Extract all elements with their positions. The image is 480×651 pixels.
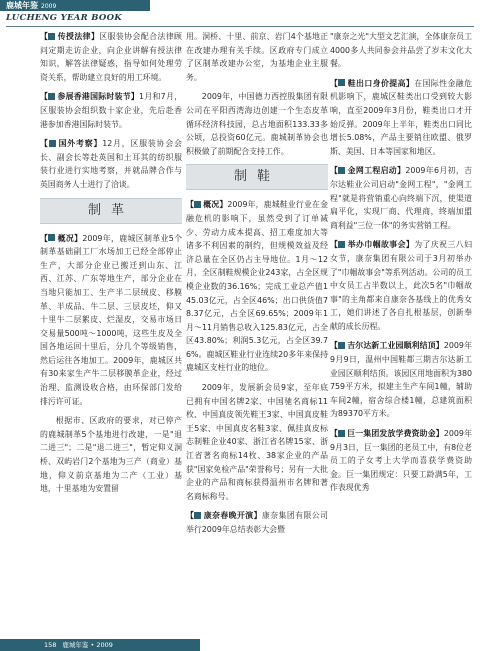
entry-tag: 【 康奈春晚开演】 <box>186 511 262 521</box>
entry-shoe-overview <box>186 198 328 375</box>
section-banner-shoemaking: 制鞋 <box>186 164 328 190</box>
column-right <box>330 30 472 501</box>
entry-kangnai-gala-cont: "康奈之光"大型文艺汇演，全体康奈员工4000多人共同参会并品尝了岁末文化大餐。 <box>330 32 472 69</box>
column-middle <box>186 30 328 543</box>
entry-legal-training <box>40 30 182 84</box>
entry-leather-rebuild: 根据市、区政府的要求，对已停产的鹿城制革5个基地进行改建，一是"退二进三"；二是"退二进三"，暂定仰义洞桥、双屿岩门2个基地为三产（商业）基地，仰义前京基地为二产（工业）基地，十里基地为安置留 <box>40 416 182 494</box>
entry-eco-leather-park: 2009年，中国德力西控股集团有限公司在平阳西湾海边创建一个生态皮革循环经济科技园，总占地面积133.33多公顷，总投资60亿元。鹿城制革协会也积极做了前期配合支持工作。 <box>186 92 328 156</box>
entry-tag: 【 吉尔达新工业园顺利结顶】 <box>330 341 444 351</box>
entry-tag: 【 金网工程启动】 <box>330 166 406 176</box>
yearbook-subtitle: LUCHENG YEAR BOOK <box>6 13 122 23</box>
entry-women-stories <box>330 238 472 333</box>
page-footer <box>0 635 480 651</box>
entry-body: 2009年，鹿城鞋业行业在金融危机的影响下，虽然受到了订单减少、劳动力成本提高、招工难度加大等诸多不利因素的制约，但规模效益及经济总量在全区仍占主导地位。1月～12月，全区制鞋规模企业243家，占全区规模企业数的36.16%；完成工业总产值145.03亿元，占全区46%；出口供货值78.37亿元，占全区69.65%；2009年1月～11月销售总收入125.83亿元，占全区43.80%；利润5.3亿元，占全区39.76%。鹿城区鞋业行业连续20多年来保持鹿城区支柱行业的地位。 <box>186 200 328 373</box>
entry-shoe-export <box>330 77 472 159</box>
entry-body: 为了庆祝三八妇女节，康奈集团有限公司于3月初举办了"巾帼故事会"等系列活动。公司的员工中女员工占半数以上，此次5名"巾帼故事"的主角都来自康奈各基线上的优秀女工，她们讲述了各自扎根基层，创新奉献的成长历程。 <box>330 240 472 331</box>
entry-tag: 【 概况】 <box>40 233 83 243</box>
yearbook-year: 2009 <box>41 3 57 10</box>
entry-tag: 【 参展香港国际时装节】 <box>40 92 140 102</box>
entry-body: 2009年9月9日，温州中国鞋都三期吉尔达新工业园区顺利结顶。该园区用地面积为380759平方米，拟建主生产车间1幢，辅助车间2幢，宿舍综合楼1幢，总建筑面积为89370平方米。 <box>330 341 472 419</box>
entry-body: 12月，区服装协会会长、副会长等赴英国和土耳其的纺织服装行业进行实地考察，并就品牌合作与英国商务人士进行了洽谈。 <box>40 139 182 189</box>
entry-tag: 【 国外考察】 <box>40 139 103 149</box>
square-bullet-icon <box>48 33 55 40</box>
entry-body: 1月和7月，区服装协会组织数十家企业，先后赴香港参加香港国际时装节。 <box>40 92 182 129</box>
entry-body: 2009年9月3日，巨一集团的老员工中，有8位老员工的子女考上大学而喜获学费资助金。巨一集团规定：只要工龄满5年，工作表现优秀 <box>330 429 472 493</box>
entry-overseas-visit <box>40 137 182 191</box>
entry-body: 2009年，鹿城区制革业5个制革基础副工厂水场加工已经全部停止生产，大部分企业已搬迁到山东、江西、江苏、广东等地生产，部分企业在当地只能加工、生产半二层绒皮、移膜革、半成品、牛二层、三层皮坯，仰又十里牛二层絮皮、烂湿皮，交易市场日交易量500吨～1000吨，这些生皮及全国各地运回十里后，分几个等级销售，然后运往各地加工。2009年，鹿城区共有30来家生产牛二层移膜革企业，经过治理、监测设收合格，由环保部门发给排污许可证。 <box>40 233 182 406</box>
column-left <box>40 30 182 502</box>
entry-golden-net <box>330 164 472 232</box>
entry-kangnai-gala <box>186 509 328 536</box>
yearbook-name: 鹿城年鉴 <box>6 1 38 10</box>
square-bullet-icon <box>338 430 345 437</box>
square-bullet-icon <box>338 241 345 248</box>
entry-leather-overview <box>40 232 182 409</box>
square-bullet-icon <box>338 167 345 174</box>
square-bullet-icon <box>49 140 56 147</box>
section-banner-leather: 制革 <box>40 198 182 224</box>
footer-book-title: 鹿城年鉴 • 2009 <box>62 641 113 649</box>
entry-body: 康奈集团有限公司举行2009年总结表彰大会暨 <box>186 511 328 534</box>
entry-tag: 【 巨一集团发放学费资助金】 <box>330 429 444 439</box>
entry-hk-fashion-week <box>40 90 182 131</box>
square-bullet-icon <box>338 79 345 86</box>
entry-shoe-brands: 2009年，发展新会员9家，至年底已拥有中国名牌2家、中国驰名商标11枚、中国真皮领先鞋王3家、中国真皮鞋王5家、中国真皮名鞋3家、佩挂真皮标志制鞋企业40家、浙江省名牌15家、浙江省著名商标14枚、38家企业的产品获"国家免检产品"荣誉称号；另有一大批企业的产品和商标获得温州市名牌和著名商标称号。 <box>186 383 328 501</box>
entry-base-rebuild-cont: 用。洞桥、十里、前京、岩门4个基地正在改建办理有关手续。区政府专门成立了区制革改建办公室，为基地企业主服务。 <box>186 32 328 82</box>
header-divider <box>6 26 474 27</box>
entry-tag: 【 鞋出口身价提高】 <box>330 78 415 88</box>
square-bullet-icon <box>48 234 55 241</box>
entry-tag: 【 举办巾帼故事会】 <box>330 240 415 250</box>
square-bullet-icon <box>338 342 345 349</box>
entry-tag: 【 概况】 <box>186 200 228 210</box>
square-bullet-icon <box>48 93 55 100</box>
entry-jierda-park <box>330 339 472 421</box>
square-bullet-icon <box>194 512 201 519</box>
footer-text <box>44 640 119 649</box>
entry-juyi-tuition <box>330 427 472 495</box>
entry-body: 区服装协会配合法律顾问定期走访企业，向企业讲解有授法律知识，解答法律疑惑，指导如何处理劳资关系，帮助建立良好的用工环境。 <box>40 32 182 82</box>
entry-body: 在国际性金融危机影响下，鹿城区鞋类出口受到较大影响，直至2009年3月份，鞋类出口才开始反弹。2009年上半年，鞋类出口同比增长5.08%，产品主要销往欧盟、俄罗斯、美国、日本等国家和地区。 <box>330 78 472 156</box>
entry-body: 2009年6月初，吉尔达鞋业公司启动"金网工程"，"金网工程"就是将营销重心向终端下沉，使渠道扁平化，实现厂商、代理商，终端加盟商利益"三位一体"的务实营销工程。 <box>330 166 472 230</box>
yearbook-title <box>6 0 56 11</box>
entry-tag: 【 传授法律】 <box>40 32 100 41</box>
page-number: 158 <box>44 641 57 649</box>
square-bullet-icon <box>194 201 201 208</box>
